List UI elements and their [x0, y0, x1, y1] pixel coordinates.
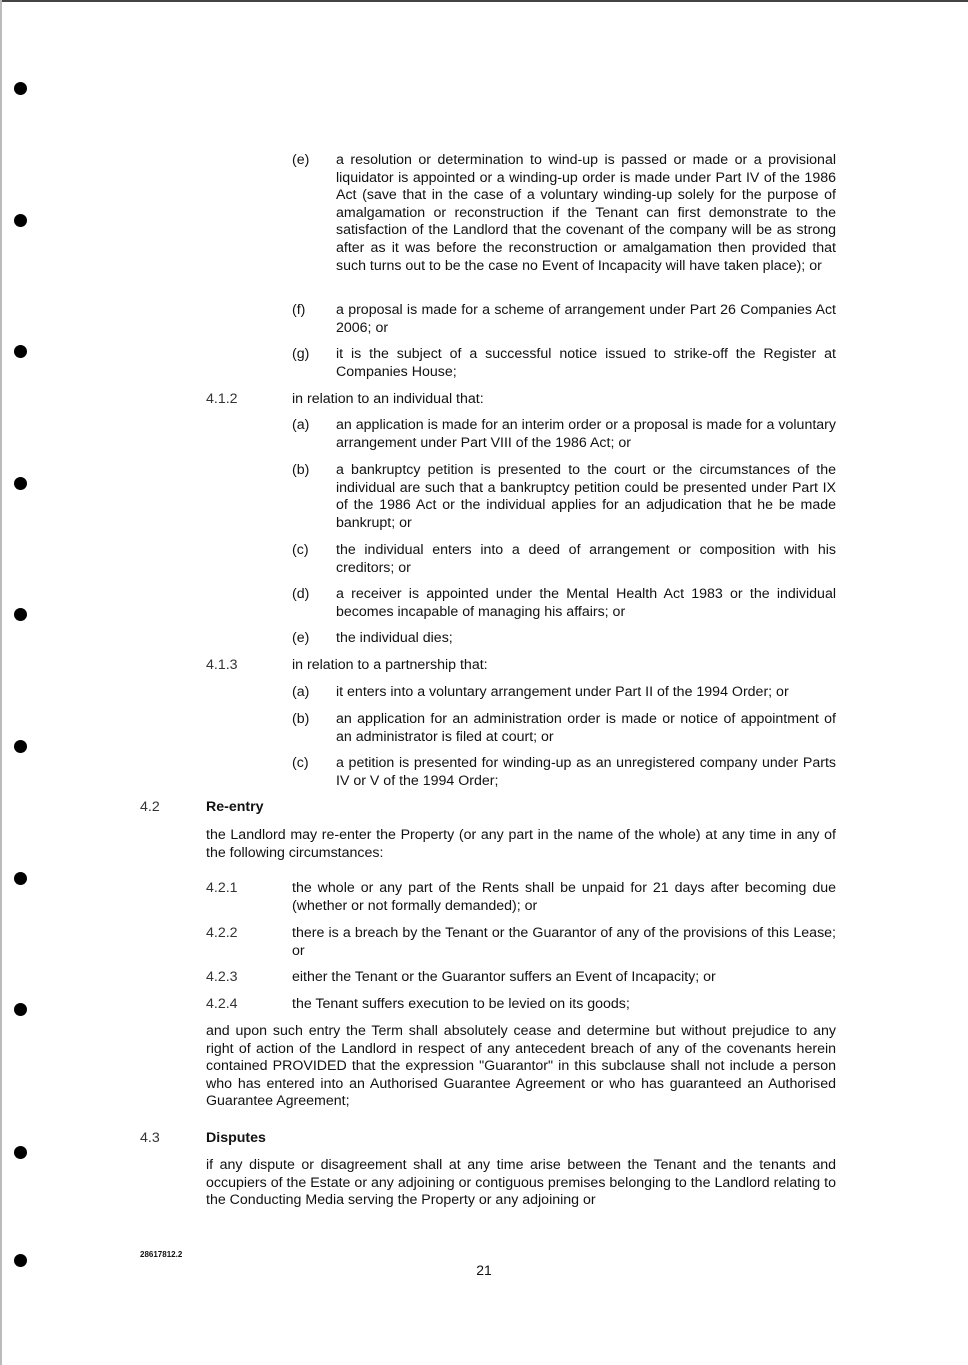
clause-heading: Re-entry — [206, 799, 264, 815]
punch-hole-icon — [14, 1146, 27, 1159]
item-text: a receiver is appointed under the Mental Health Act 1983 or the individual becomes incapable of managing his affairs; or — [336, 586, 836, 620]
clause-intro: the Landlord may re-enter the Property (or any part in the name of the whole) at any time in any of the following circumstances: — [206, 827, 836, 861]
punch-hole-icon — [14, 82, 27, 95]
clause-text: in relation to a partnership that: — [292, 657, 488, 673]
item-label: (b) — [292, 711, 310, 727]
punch-hole-icon — [14, 740, 27, 753]
item-label: (g) — [292, 346, 310, 362]
item-text: a proposal is made for a scheme of arrangement under Part 26 Companies Act 2006; or — [336, 302, 836, 336]
subclause-text: either the Tenant or the Guarantor suffers an Event of Incapacity; or — [292, 969, 716, 985]
item-label: (a) — [292, 417, 310, 433]
subclause-number: 4.2.2 — [206, 925, 238, 941]
item-text: the individual dies; — [336, 630, 453, 646]
punch-hole-icon — [14, 345, 27, 358]
clause-text: if any dispute or disagreement shall at any time arise between the Tenant and the tenants and occupiers of the Estate or any adjoining or contiguous premises belonging to the Landlord relating to the Conducting Media serving the Property or any adjoining or — [206, 1157, 836, 1209]
clause-number: 4.2 — [140, 799, 160, 815]
item-label: (c) — [292, 755, 309, 771]
item-text: the individual enters into a deed of arrangement or composition with his creditors; or — [336, 542, 836, 576]
item-text: it is the subject of a successful notice issued to strike-off the Register at Companies House; — [336, 346, 836, 380]
item-label: (e) — [292, 630, 310, 646]
item-label: (f) — [292, 302, 306, 318]
subclause-text: the Tenant suffers execution to be levied on its goods; — [292, 996, 630, 1012]
punch-hole-icon — [14, 608, 27, 621]
item-text: a bankruptcy petition is presented to the court or the circumstances of the individual are such that a bankruptcy petition could be presented under Part IX of the 1986 Act or the individual applies for an adjudication that he be made bankrupt; or — [336, 462, 836, 531]
item-label: (a) — [292, 684, 310, 700]
left-border — [0, 0, 2, 1365]
punch-hole-icon — [14, 1003, 27, 1016]
subclause-number: 4.2.4 — [206, 996, 238, 1012]
top-border — [0, 0, 968, 2]
punch-hole-icon — [14, 214, 27, 227]
clause-text: in relation to an individual that: — [292, 391, 484, 407]
item-label: (e) — [292, 152, 310, 168]
punch-hole-icon — [14, 477, 27, 490]
document-reference: 28617812.2 — [140, 1250, 183, 1259]
clause-heading: Disputes — [206, 1130, 266, 1146]
item-text: an application for an administration order is made or notice of appointment of an administrator is filed at court; or — [336, 711, 836, 745]
item-text: a resolution or determination to wind-up is passed or made or a provisional liquidator is appointed or a winding-up order is made under Part IV of the 1986 Act (save that in the case of a voluntary winding-up solely for the purpose of amalgamation or reconstruction if the Tenant can first demonstrate to the satisfaction of the Landlord that the covenant of the company will be as strong after as it was before the reconstruction or amalgamation then provided that such turns out to be the case no Event of Incapacity will have taken place); or — [336, 152, 836, 274]
item-label: (c) — [292, 542, 309, 558]
punch-hole-icon — [14, 872, 27, 885]
item-text: a petition is presented for winding-up as an unregistered company under Parts IV or V of the 1994 Order; — [336, 755, 836, 789]
item-text: an application is made for an interim order or a proposal is made for a voluntary arrangement under Part VIII of the 1986 Act; or — [336, 417, 836, 451]
clause-number: 4.1.3 — [206, 657, 238, 673]
item-text: it enters into a voluntary arrangement under Part II of the 1994 Order; or — [336, 684, 789, 700]
clause-number: 4.1.2 — [206, 391, 238, 407]
subclause-number: 4.2.1 — [206, 880, 238, 896]
subclause-text: there is a breach by the Tenant or the Guarantor of any of the provisions of this Lease; or — [292, 925, 836, 959]
clause-closing: and upon such entry the Term shall absolutely cease and determine but without prejudice to any right of action of the Landlord in respect of any antecedent breach of any of the covenants herein contained PROVIDED that the expression "Guarantor" in this subclause shall not include a person who has entered into an Authorised Guarantee Agreement or who has guaranteed an Authorised Guarantee Agreement; — [206, 1023, 836, 1110]
page-number: 21 — [476, 1262, 492, 1278]
item-label: (b) — [292, 462, 310, 478]
subclause-text: the whole or any part of the Rents shall be unpaid for 21 days after becoming due (whether or not formally demanded); or — [292, 880, 836, 914]
clause-number: 4.3 — [140, 1130, 160, 1146]
subclause-number: 4.2.3 — [206, 969, 238, 985]
item-label: (d) — [292, 586, 310, 602]
